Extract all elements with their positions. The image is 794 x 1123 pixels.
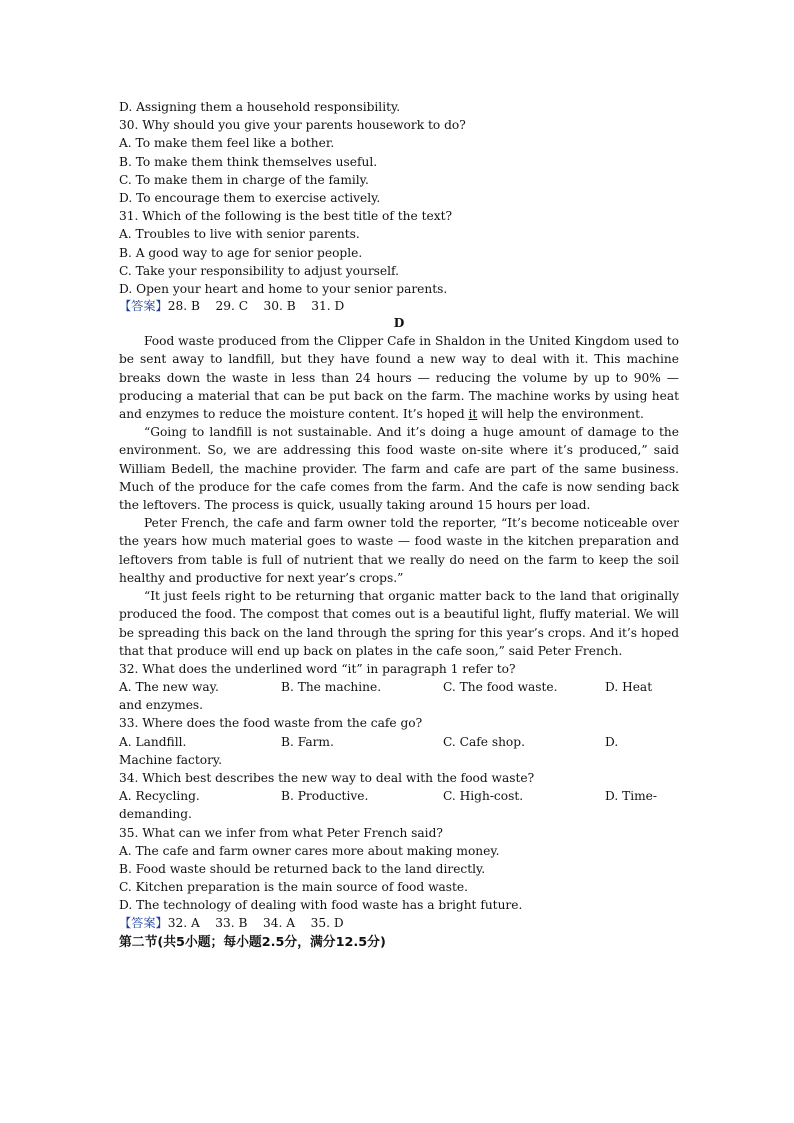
q33-options (119, 733, 679, 751)
passage-paragraph-2: “Going to landfill is not sustainable. And it’s doing a huge amount of damage to the environment. So, we are addressing this food waste on-site where it’s produced,” said William Bedell, the machine provider. The farm and cafe are part of the same business. Much of the produce for the cafe comes from the farm. And the cafe is now sending back the leftovers. The process is quick, usually taking around 15 hours per load. (119, 425, 679, 513)
q31-question: 31. Which of the following is the best title of the text? (119, 209, 453, 224)
underlined-word: it (468, 407, 478, 422)
q33-question: 33. Where does the food waste from the cafe go? (119, 716, 423, 731)
q30-option-c: C. To make them in charge of the family. (119, 172, 369, 187)
q32-option-wrap: and enzymes. (119, 698, 204, 713)
answer-text: 28. B 29. C 30. B 31. D (167, 299, 345, 314)
q32-option-b: B. The machine. (281, 680, 382, 695)
q32-option-c: C. The food waste. (443, 680, 558, 695)
q33-option-c: C. Cafe shop. (443, 734, 525, 749)
answer-tag: 【答案】 (119, 299, 168, 314)
q35-question: 35. What can we infer from what Peter French said? (119, 825, 443, 840)
q33-option-d: D. (605, 734, 619, 749)
q33-option-b: B. Farm. (281, 734, 334, 749)
q32-question: 32. What does the underlined word “it” in paragraph 1 refer to? (119, 661, 516, 676)
q30-option-b: B. To make them think themselves useful. (119, 154, 378, 169)
q35-option-b: B. Food waste should be returned back to the land directly. (119, 861, 486, 876)
q34-option-b: B. Productive. (281, 789, 369, 804)
answer-text: 32. A 33. B 34. A 35. D (167, 915, 344, 930)
q32-option-a: A. The new way. (119, 680, 219, 695)
q30-option-d: D. To encourage them to exercise actively. (119, 190, 381, 205)
section-title: 第二节(共5小题；每小题2.5分，满分12.5分) (119, 934, 386, 950)
answer-key-1 (119, 298, 679, 314)
answer-key-2 (119, 915, 679, 931)
q33-option-wrap: Machine factory. (119, 752, 223, 767)
q33-option-a: A. Landfill. (119, 734, 187, 749)
q34-option-a: A. Recycling. (119, 789, 200, 804)
passage-paragraph-4: “It just feels right to be returning that organic matter back to the land that originally produced the food. The compost that comes out is a beautiful light, fluffy material. We will be spreading this back on the land through the spring for this year’s crops. And it’s hoped that that produce will end up back on plates in the cafe soon,” said Peter French. (119, 589, 679, 658)
answer-tag: 【答案】 (119, 915, 168, 930)
q31-option-c: C. Take your responsibility to adjust yourself. (119, 263, 399, 278)
passage-heading: D (393, 316, 405, 331)
q35-option-a: A. The cafe and farm owner cares more about making money. (119, 843, 500, 858)
q31-option-a: A. Troubles to live with senior parents. (119, 227, 360, 242)
q34-question: 34. Which best describes the new way to deal with the food waste? (119, 771, 535, 786)
q34-option-wrap: demanding. (119, 807, 192, 822)
q32-option-d: D. Heat (605, 680, 653, 695)
q32-options (119, 678, 679, 696)
q35-option-c: C. Kitchen preparation is the main source of food waste. (119, 880, 469, 895)
passage-paragraph-1: Food waste produced from the Clipper Cafe in Shaldon in the United Kingdom used to be sent away to landfill, but they have found a new way to deal with it. This machine breaks down the waste in less than 24 hours — reducing the volume by up to 90% — producing a material that can be put back on the farm. The machine works by using heat and enzymes to reduce the moisture content. It’s hoped it will help the environment. (119, 334, 679, 422)
q35-option-d: D. The technology of dealing with food waste has a bright future. (119, 898, 523, 913)
document-body (119, 98, 679, 953)
q31-option-d: D. Open your heart and home to your senior parents. (119, 281, 448, 296)
q29-option-d: D. Assigning them a household responsibility. (119, 100, 401, 114)
q34-option-c: C. High-cost. (443, 789, 524, 804)
q30-question: 30. Why should you give your parents housework to do? (119, 118, 466, 133)
q30-option-a: A. To make them feel like a bother. (119, 136, 335, 151)
q31-option-b: B. A good way to age for senior people. (119, 245, 363, 260)
q34-options (119, 787, 679, 805)
passage-paragraph-3: Peter French, the cafe and farm owner told the reporter, “It’s become noticeable over the years how much material goes to waste — food waste in the kitchen preparation and leftovers from table is full of nutrient that we really do need on the farm to keep the soil healthy and productive for next year’s crops.” (119, 516, 679, 585)
q34-option-d: D. Time- (605, 789, 657, 804)
